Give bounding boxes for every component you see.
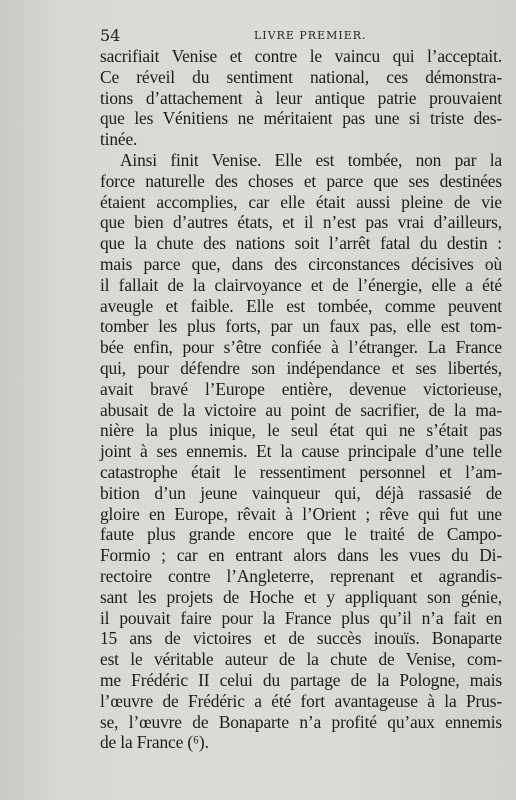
text-line: que la chute des nations soit l’arrêt fatal du destin : (100, 233, 502, 254)
text-line: gloire en Europe, rêvait à l’Orient ; rêve qui fut une (100, 503, 502, 524)
page-number: 54 (100, 26, 121, 45)
text-line: bition d’un jeune vainqueur qui, déjà rassasié de (100, 482, 502, 503)
text-line: bée enfin, pour s’être confiée à l’étranger. La France (100, 337, 502, 358)
text-line: avait bravé l’Europe entière, devenue victorieuse, (100, 378, 502, 399)
text-line: sacrifiait Venise et contre le vaincu qui l’acceptait. (100, 46, 502, 66)
text-line: mais parce que, dans des circonstances décisives où (100, 253, 502, 274)
text-line: sant les projets de Hoche et y appliquant son génie, (100, 586, 502, 607)
text-line: de la France (⁶). (100, 732, 209, 753)
text-line: tions d’attachement à leur antique patrie prouvaient (100, 87, 502, 108)
page-header (100, 26, 500, 44)
text-line: l’œuvre de Frédéric a été fort avantageuse à la Prus- (100, 690, 502, 711)
text-line: tomber les plus forts, par un faux pas, elle est tom- (100, 316, 502, 337)
text-line: qui, pour défendre son indépendance et ses libertés, (100, 357, 502, 378)
body-text (100, 46, 502, 753)
text-line: 15 ans de victoires et de succès inouïs. Bonaparte (100, 628, 502, 649)
text-line: abusait de la victoire au point de sacrifier, de la ma- (100, 399, 502, 420)
text-line: il pouvait faire pour la France plus qu’il n’a fait en (100, 607, 502, 628)
text-line: Ce réveil du sentiment national, ces démonstra- (100, 66, 502, 87)
text-line: Ainsi finit Venise. Elle est tombée, non par la (120, 149, 502, 170)
text-line: étaient accomplies, car elle était aussi pleine de vie (100, 191, 502, 212)
text-line: catastrophe était le ressentiment personnel et l’am- (100, 461, 502, 482)
text-line: faute plus grande encore que le traité de Campo- (100, 524, 502, 545)
text-line: se, l’œuvre de Bonaparte n’a profité qu’aux ennemis (100, 711, 502, 732)
text-line: force naturelle des choses et parce que ses destinées (100, 170, 502, 191)
text-line: tinée. (100, 129, 138, 150)
text-line: il fallait de la clairvoyance et de l’énergie, elle a été (100, 274, 502, 295)
text-line: aveugle et faible. Elle est tombée, comme peuvent (100, 295, 502, 316)
text-line: que les Vénitiens ne méritaient pas une si triste des- (100, 108, 502, 129)
text-line: est le véritable auteur de la chute de Venise, com- (100, 649, 502, 670)
text-line: rectoire contre l’Angleterre, reprenant et agrandis- (100, 565, 502, 586)
running-head: LIVRE PREMIER. (254, 29, 367, 42)
text-line: que bien d’autres états, et il n’est pas vrai d’ailleurs, (100, 212, 502, 233)
text-line: nière la plus inique, le seul état qui ne s’était pas (100, 420, 502, 441)
text-line: Formio ; car en entrant alors dans les vues du Di- (100, 545, 502, 566)
text-line: me Frédéric II celui du partage de la Pologne, mais (100, 669, 502, 690)
text-line: joint à ses ennemis. Et la cause principale d’une telle (100, 441, 502, 462)
